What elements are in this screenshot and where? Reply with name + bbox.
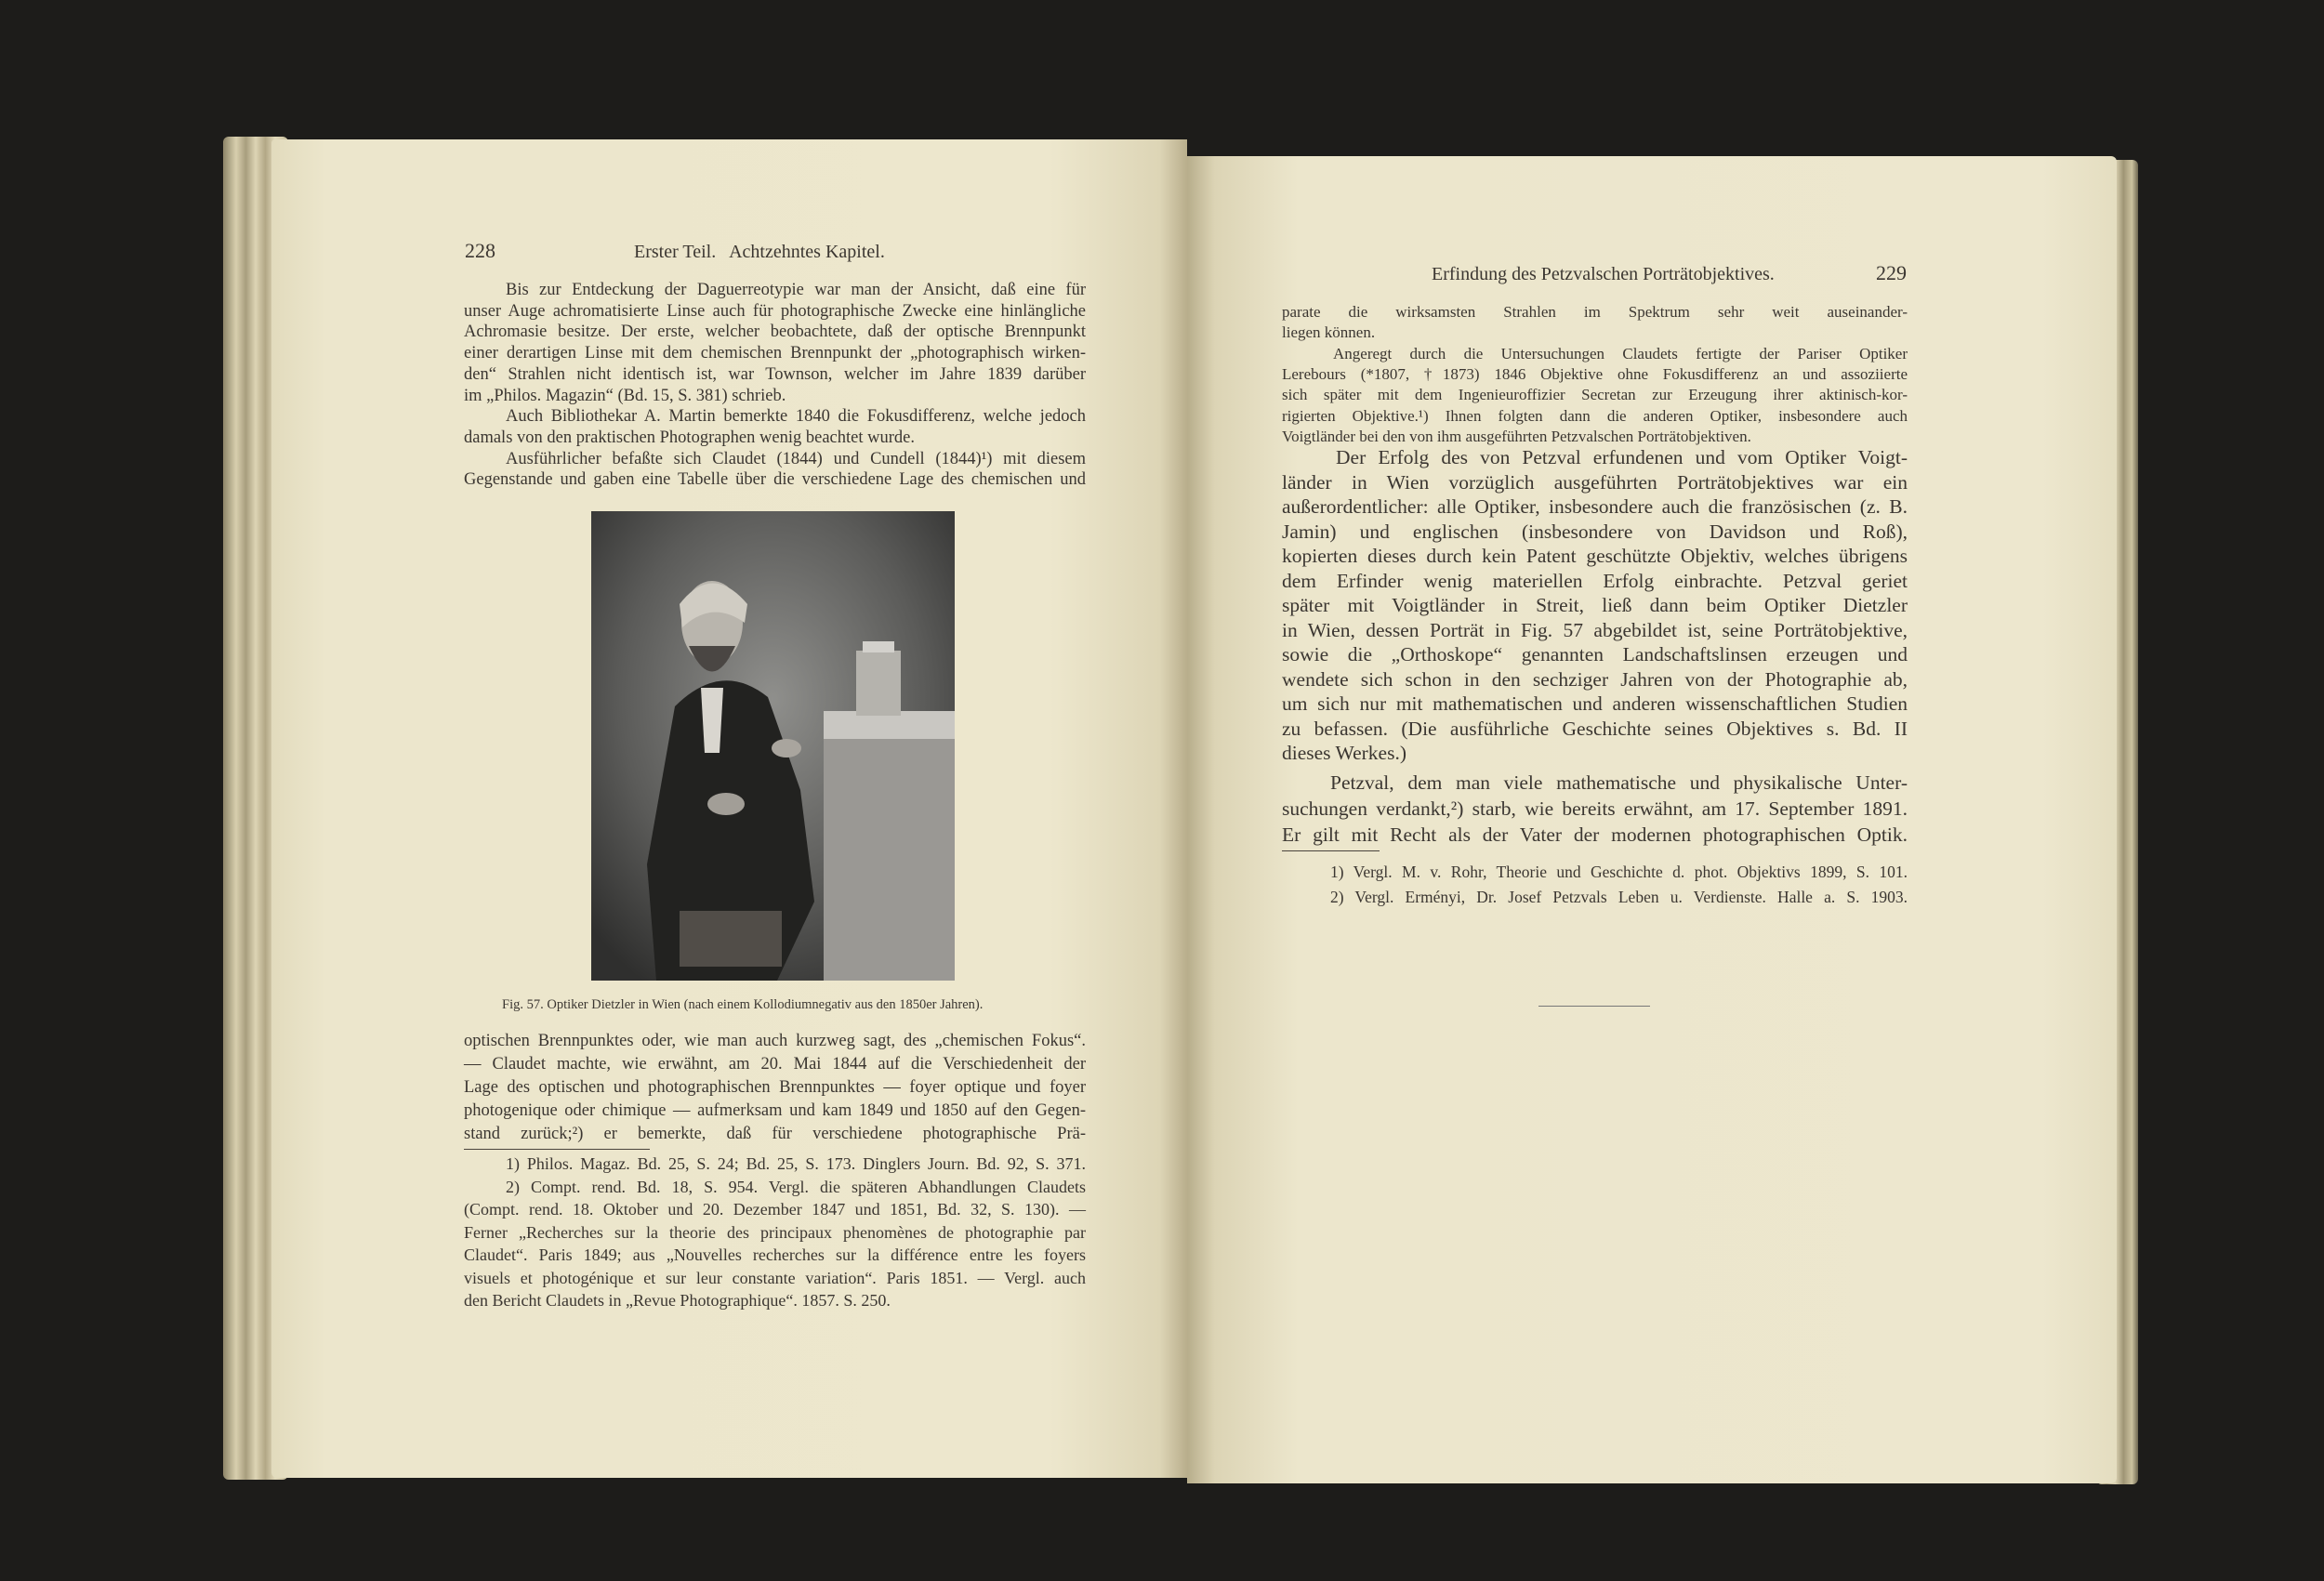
body-line: parate die wirksamsten Strahlen im Spektrum sehr weit auseinander- xyxy=(1282,303,1908,321)
body-line: Lerebours (*1807, †1873) 1846 Objektive ohne Fokusdifferenz an und assoziierte xyxy=(1282,364,1908,383)
body-line: Jamin) und englischen (insbesondere von Davidson und Roß), xyxy=(1282,520,1908,543)
footnote-line: 2) Compt. rend. Bd. 18, S. 954. Vergl. die späteren Abhandlungen Claudets xyxy=(506,1177,1086,1196)
footnote-rule-left xyxy=(464,1149,650,1150)
footnote-line: 1) Vergl. M. v. Rohr, Theorie und Geschichte d. phot. Objektivs 1899, S. 101. xyxy=(1330,863,1908,881)
body-line: damals von den praktischen Photographen wenig beachtet wurde. xyxy=(464,428,915,447)
body-line: zu befassen. (Die ausführliche Geschichte seines Objektives s. Bd. II xyxy=(1282,717,1908,740)
body-line: Petzval, dem man viele mathematische und physikalische Unter- xyxy=(1330,771,1908,794)
body-line: den“ Strahlen nicht identisch ist, war Townson, welcher im Jahre 1839 darüber xyxy=(464,364,1086,384)
body-line: Lage des optischen und photographischen Brennpunktes — foyer optique und foyer xyxy=(464,1078,1086,1097)
body-line: kopierten dieses durch kein Patent geschützte Objektiv, welches übrigens xyxy=(1282,545,1908,567)
figure-caption: Fig. 57. Optiker Dietzler in Wien (nach einem Kollodiumnegativ aus den 1850er Jahren). xyxy=(502,997,984,1012)
body-line: in Wien, dessen Porträt in Fig. 57 abgebildet ist, seine Porträtobjektive, xyxy=(1282,618,1908,641)
body-line: Auch Bibliothekar A. Martin bemerkte 1840 die Fokusdifferenz, welche jedoch xyxy=(506,407,1086,427)
body-line: um sich nur mit mathematischen und anderen wissenschaftlichen Studien xyxy=(1282,692,1908,715)
body-line: Ausführlicher befaßte sich Claudet (1844) und Cundell (1844)¹) mit diesem xyxy=(506,449,1086,468)
body-line: suchungen verdankt,²) starb, wie bereits erwähnt, am 17. September 1891. xyxy=(1282,797,1908,820)
body-line: dieses Werkes.) xyxy=(1282,742,1406,764)
footnote-line: 1) Philos. Magaz. Bd. 25, S. 24; Bd. 25, S. 173. Dinglers Journ. Bd. 92, S. 371. xyxy=(506,1154,1086,1173)
body-line: Voigtländer bei den von ihm ausgeführten Petzvalschen Porträtobjektiven. xyxy=(1282,427,1751,445)
body-line: — Claudet machte, wie erwähnt, am 20. Mai 1844 auf die Verschiedenheit der xyxy=(464,1055,1086,1074)
body-line: Angeregt durch die Untersuchungen Claudets fertigte der Pariser Optiker xyxy=(1333,344,1908,362)
body-line: außerordentlicher: alle Optiker, insbesondere auch die französischen (z. B. xyxy=(1282,495,1908,518)
footnote-line: (Compt. rend. 18. Oktober und 20. Dezember 1847 und 1851, Bd. 32, S. 130). — xyxy=(464,1200,1086,1219)
body-line: sowie die „Orthoskope“ genannten Landschaftslinsen erzeugen und xyxy=(1282,643,1908,665)
end-rule xyxy=(1538,1006,1650,1007)
body-line: später mit Voigtländer in Streit, ließ dann beim Optiker Dietzler xyxy=(1282,594,1908,616)
body-line: sich später mit dem Ingenieuroffizier Secretan zur Erzeugung ihrer aktinisch-kor- xyxy=(1282,386,1908,404)
body-line: Der Erfolg des von Petzval erfundenen und vom Optiker Voigt- xyxy=(1336,446,1908,468)
body-line: unser Auge achromatisierte Linse auch für photographische Zwecke eine hinlängliche xyxy=(464,301,1086,321)
running-head-left: Erster Teil. Achtzehntes Kapitel. xyxy=(634,242,885,262)
portrait-photo xyxy=(591,511,955,981)
body-line: optischen Brennpunktes oder, wie man auch kurzweg sagt, des „chemischen Fokus“. xyxy=(464,1032,1086,1050)
footnote-line: den Bericht Claudets in „Revue Photographique“. 1857. S. 250. xyxy=(464,1291,891,1310)
body-line: Gegenstande und gaben eine Tabelle über die verschiedene Lage des chemischen und xyxy=(464,470,1086,490)
running-head-right: Erfindung des Petzvalschen Porträtobjektives. xyxy=(1432,264,1775,284)
page-number-right: 229 xyxy=(1876,261,1907,284)
body-line: einer derartigen Linse mit dem chemischen Brennpunkt der „photographisch wirken- xyxy=(464,344,1086,363)
body-line: wendete sich schon in den sechziger Jahren von der Photographie ab, xyxy=(1282,667,1908,691)
body-line: rigierten Objektive.¹) Ihnen folgten dann die anderen Optiker, insbesondere auch xyxy=(1282,406,1908,425)
body-line: Bis zur Entdeckung der Daguerreotypie war man der Ansicht, daß eine für xyxy=(506,281,1086,299)
footnote-rule-right xyxy=(1282,850,1380,851)
body-line: stand zurück;²) er bemerkte, daß für verschiedene photographische Prä- xyxy=(464,1125,1086,1143)
body-line: im „Philos. Magazin“ (Bd. 15, S. 381) schrieb. xyxy=(464,386,786,405)
page-number-left: 228 xyxy=(465,239,495,262)
body-line: liegen können. xyxy=(1282,323,1376,342)
body-line: Er gilt mit Recht als der Vater der modernen photographischen Optik. xyxy=(1282,823,1908,846)
footnote-line: Ferner „Recherches sur la theorie des principaux phenomènes de photographie par xyxy=(464,1222,1086,1242)
body-line: Achromasie besitze. Der erste, welcher beobachtete, daß der optische Brennpunkt xyxy=(464,323,1086,342)
footnote-line: visuels et photogénique et sur leur constante variation“. Paris 1851. — Vergl. auch xyxy=(464,1268,1086,1287)
body-line: photogenique oder chimique — aufmerksam und kam 1849 und 1850 auf den Gegen- xyxy=(464,1101,1086,1120)
body-line: länder in Wien vorzüglich ausgeführten Porträtobjektives war ein xyxy=(1282,470,1908,494)
body-line: dem Erfinder wenig materiellen Erfolg einbrachte. Petzval geriet xyxy=(1282,569,1908,592)
footnote-line: Claudet“. Paris 1849; aus „Nouvelles recherches sur la différence entre les foyers xyxy=(464,1245,1086,1264)
footnote-line: 2) Vergl. Erményi, Dr. Josef Petzvals Leben u. Verdienste. Halle a. S. 1903. xyxy=(1330,888,1908,906)
